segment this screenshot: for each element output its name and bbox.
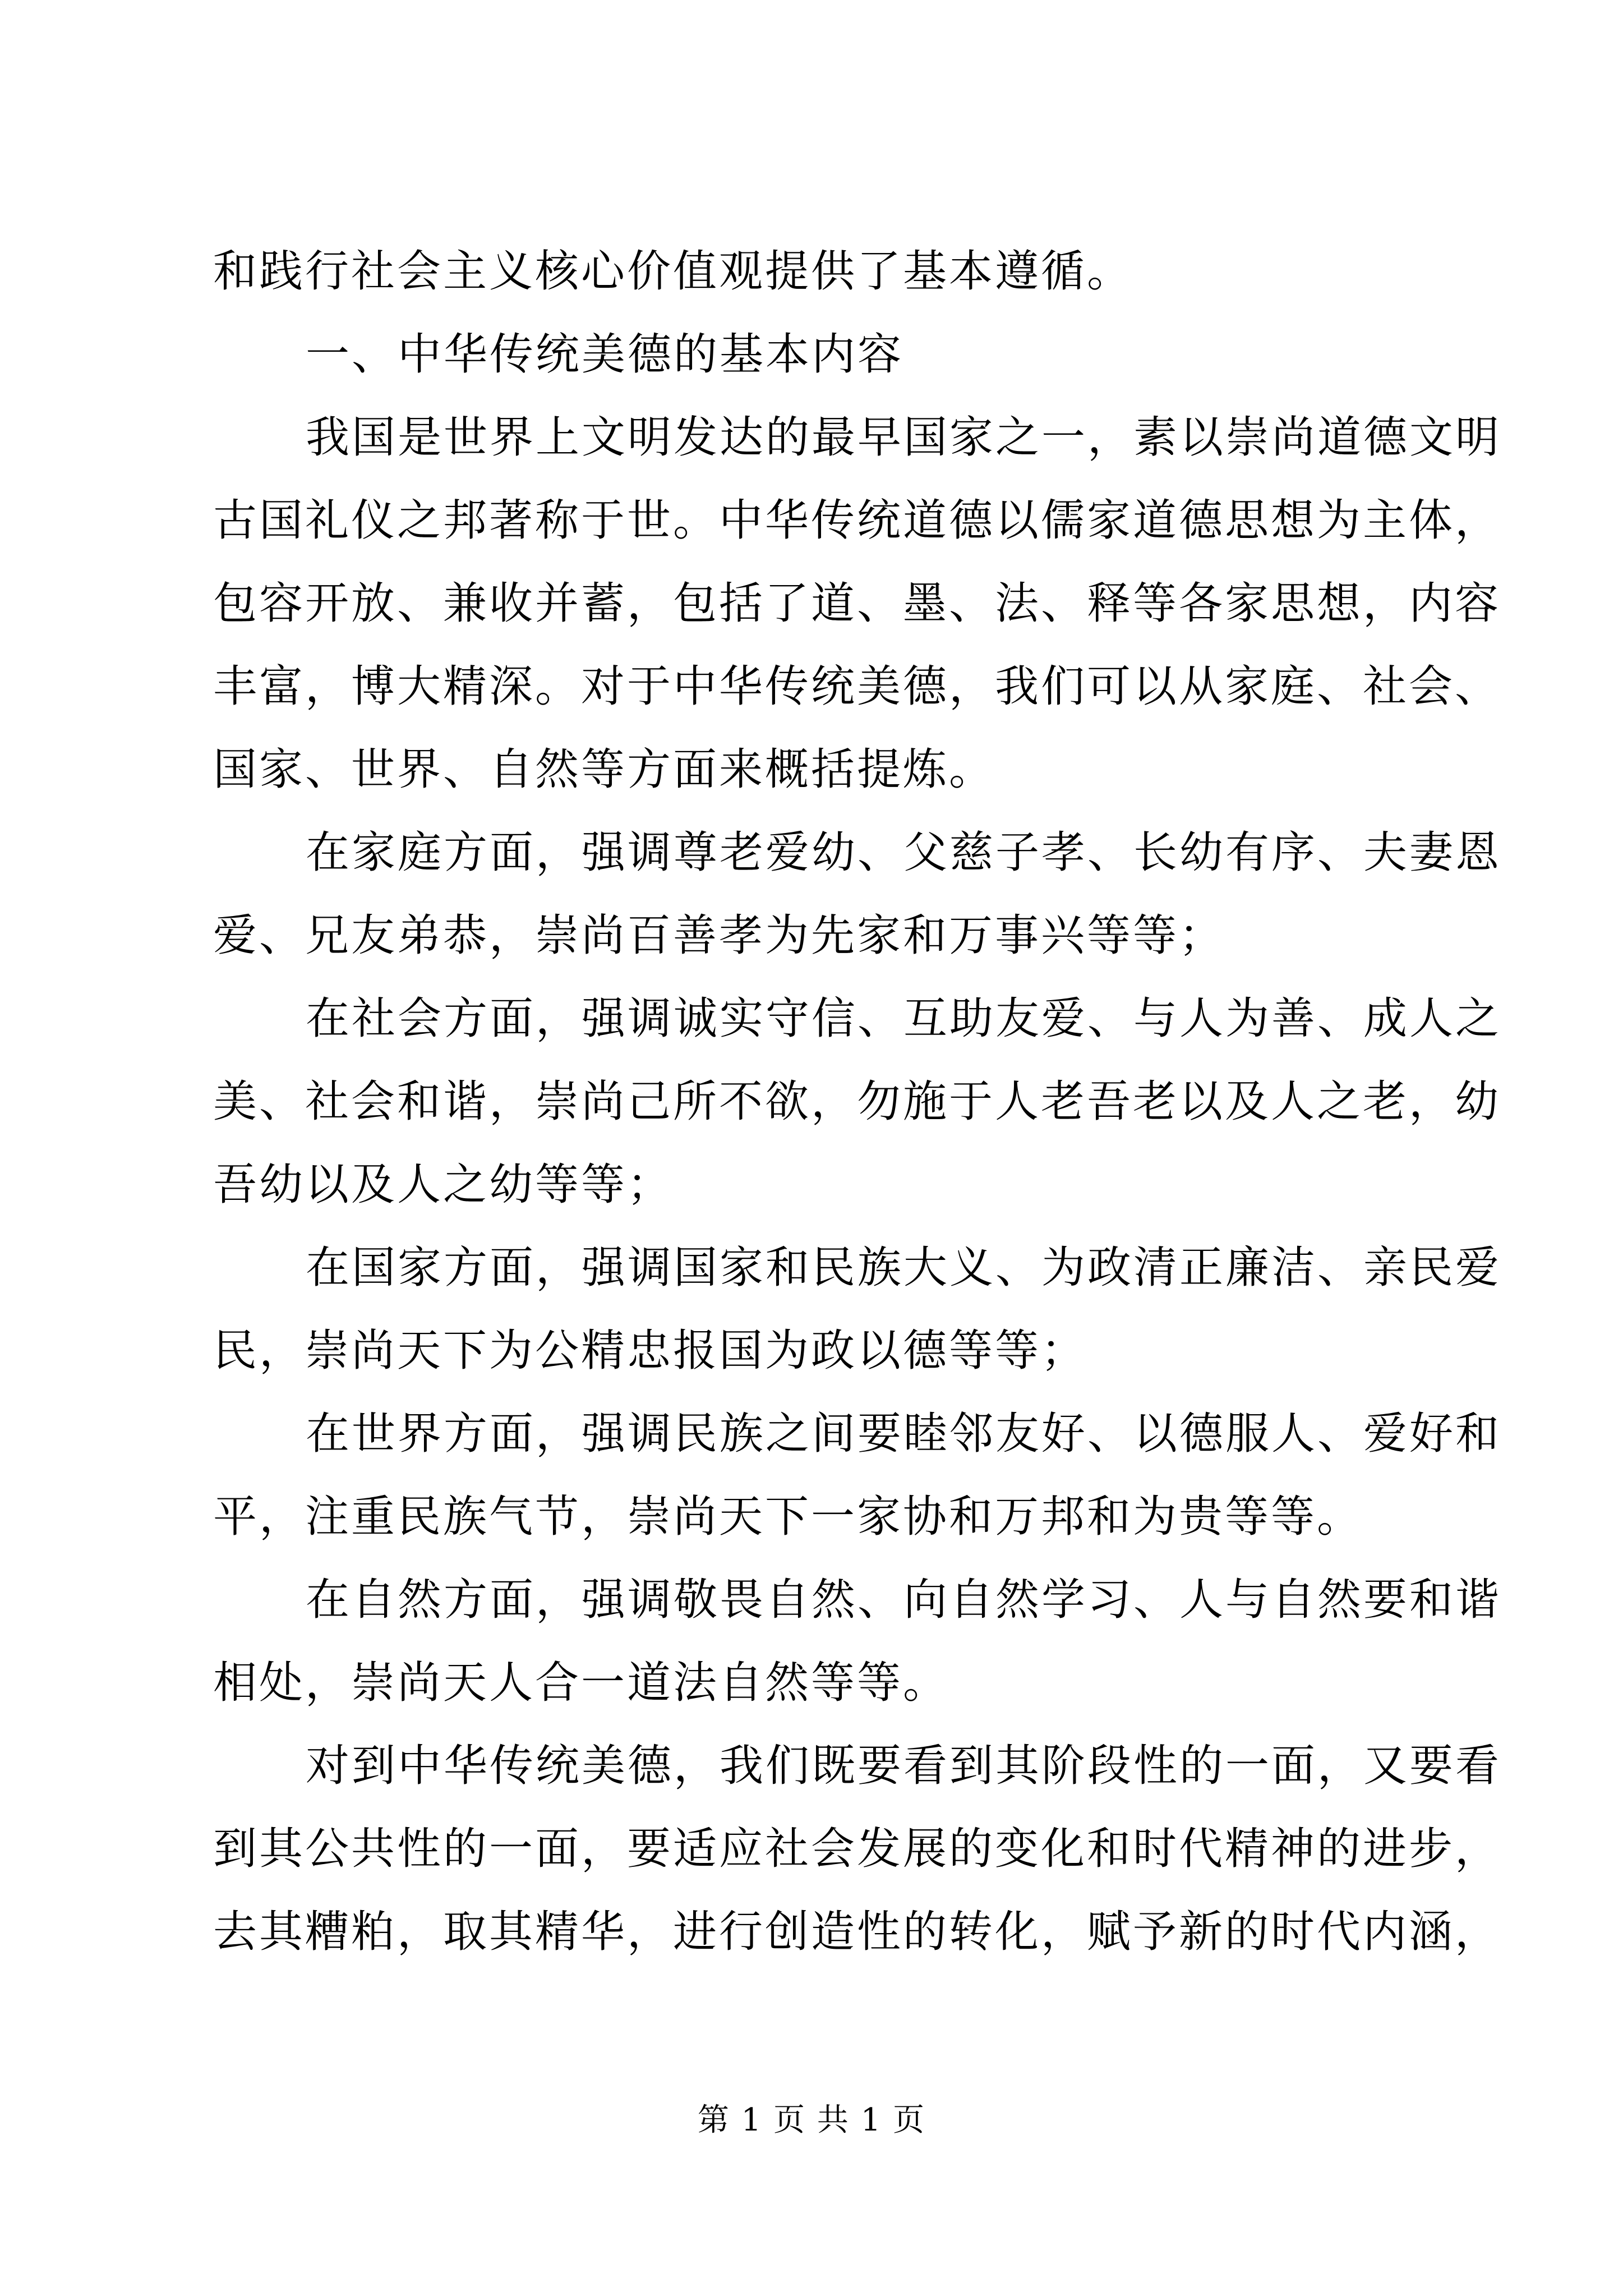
body-line: 平，注重民族气节，崇尚天下一家协和万邦和为贵等等。: [213, 1492, 1363, 1542]
body-line: 和践行社会主义核心价值观提供了基本遵循。: [213, 246, 1133, 297]
body-line: 我国是世界上文明发达的最早国家之一，素以崇尚道德文明: [306, 412, 1502, 463]
body-line: 国家、世界、自然等方面来概括提炼。: [213, 744, 995, 795]
body-line: 古国礼仪之邦著称于世。中华传统道德以儒家道德思想为主体，: [213, 495, 1501, 546]
document-body: [213, 230, 1502, 1973]
body-line: 相处，崇尚天人合一道法自然等等。: [213, 1658, 949, 1708]
body-line: 对到中华传统美德，我们既要看到其阶段性的一面，又要看: [306, 1741, 1502, 1791]
body-line: 包容开放、兼收并蓄，包括了道、墨、法、释等各家思想，内容: [213, 578, 1501, 629]
body-line: 美、社会和谐，崇尚己所不欲，勿施于人老吾老以及人之老，幼: [213, 1076, 1501, 1127]
body-line: 在社会方面，强调诚实守信、互助友爱、与人为善、成人之: [306, 993, 1502, 1044]
body-line: 到其公共性的一面，要适应社会发展的变化和时代精神的进步，: [213, 1824, 1501, 1874]
body-line: 民，崇尚天下为公精忠报国为政以德等等；: [213, 1326, 1087, 1376]
section-heading: 一、中华传统美德的基本内容: [306, 329, 904, 380]
body-line: 在世界方面，强调民族之间要睦邻友好、以德服人、爱好和: [306, 1409, 1502, 1459]
body-line: 吾幼以及人之幼等等；: [213, 1159, 674, 1210]
page-footer: 第 1 页 共 1 页: [697, 2102, 926, 2138]
body-line: 丰富，博大精深。对于中华传统美德，我们可以从家庭、社会、: [213, 661, 1501, 712]
body-line: 爱、兄友弟恭，崇尚百善孝为先家和万事兴等等；: [213, 910, 1225, 961]
body-line: 在家庭方面，强调尊老爱幼、父慈子孝、长幼有序、夫妻恩: [306, 827, 1502, 878]
body-line: 去其糟粕，取其精华，进行创造性的转化，赋予新的时代内涵，: [213, 1907, 1501, 1957]
body-line: 在国家方面，强调国家和民族大义、为政清正廉洁、亲民爱: [306, 1243, 1502, 1293]
body-line: 在自然方面，强调敬畏自然、向自然学习、人与自然要和谐: [306, 1575, 1502, 1625]
